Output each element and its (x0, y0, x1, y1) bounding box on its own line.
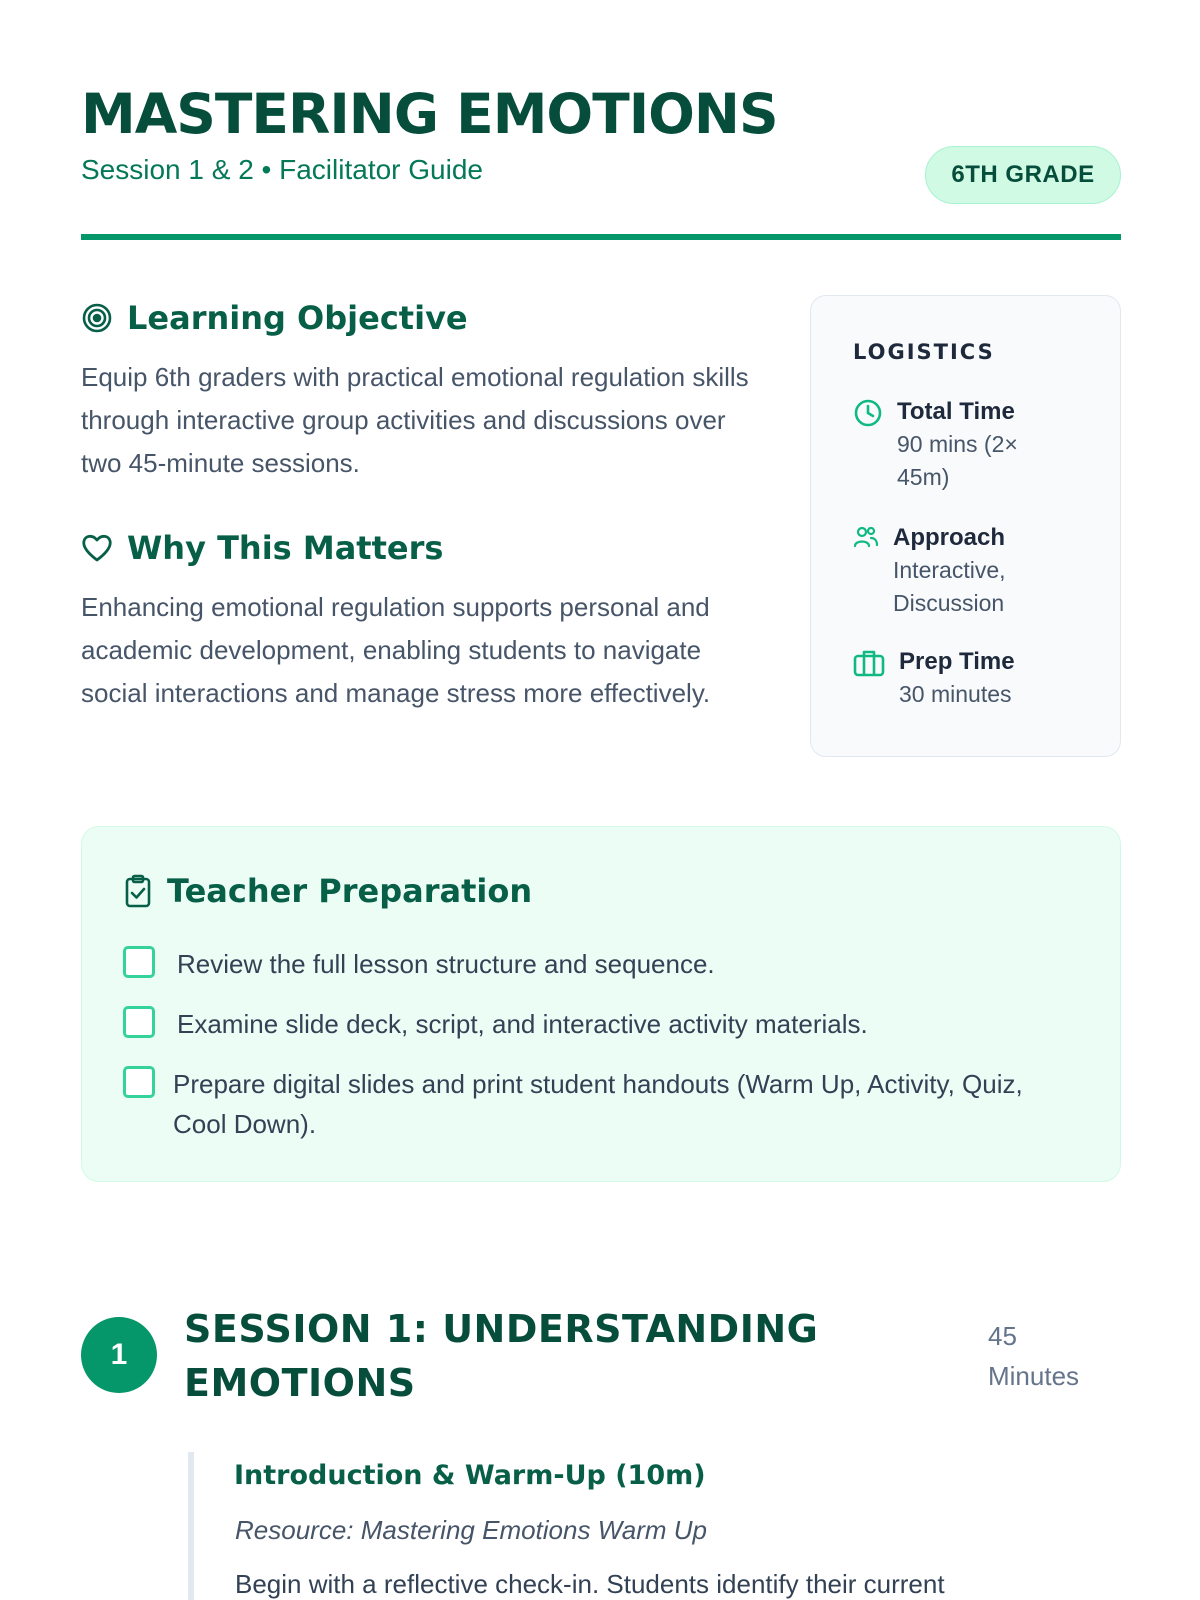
prep-checklist-item[interactable] (123, 944, 1037, 984)
target-icon (81, 302, 113, 334)
learning-objective-heading (81, 298, 468, 338)
logistics-item-approach (853, 522, 1063, 620)
segment-description: Begin with a reflective check-in. Students identify their current (235, 1569, 945, 1599)
logistics-card (810, 295, 1121, 757)
why-matters-text: Enhancing emotional regulation supports personal and academic development, enabling students to navigate social interactions and manage stress more effectively. (81, 592, 711, 708)
clock-icon (853, 398, 883, 428)
approach-value: Interactive, Discussion (893, 557, 1006, 616)
prep-checklist-item[interactable] (123, 1064, 1033, 1144)
prep-checkbox[interactable] (123, 1006, 155, 1038)
why-matters-title: Why This Matters (127, 529, 444, 567)
prep-checkbox[interactable] (123, 1066, 155, 1098)
total-time-value: 90 mins (2× 45m) (897, 431, 1018, 490)
segment-title: Introduction & Warm-Up (10m) (234, 1460, 706, 1491)
learning-objective-text: Equip 6th graders with practical emotional regulation skills through interactive group activities and discussions over two 45-minute sessions. (81, 362, 749, 478)
logistics-title: LOGISTICS (853, 340, 995, 364)
session-title: SESSION 1: UNDERSTANDING EMOTIONS (184, 1307, 819, 1405)
page-subtitle: Session 1 & 2 • Facilitator Guide (81, 154, 483, 185)
prep-time-label: Prep Time (899, 648, 1015, 675)
page-title: MASTERING EMOTIONS (81, 82, 778, 146)
session-number-badge: 1 (81, 1317, 157, 1393)
logistics-item-total-time (853, 396, 1067, 494)
segment-resource: Resource: Mastering Emotions Warm Up (235, 1515, 708, 1545)
users-icon (853, 524, 879, 550)
clipboard-check-icon (123, 874, 153, 908)
timeline-bar (188, 1452, 194, 1600)
why-matters-heading (81, 528, 443, 568)
teacher-preparation-title: Teacher Preparation (167, 872, 533, 910)
grade-badge: 6TH GRADE (925, 146, 1121, 204)
teacher-preparation-card (81, 826, 1121, 1182)
heart-icon (81, 533, 113, 563)
total-time-label: Total Time (897, 398, 1015, 425)
teacher-preparation-heading (123, 871, 532, 911)
prep-item-text: Review the full lesson structure and sequence. (177, 949, 715, 979)
prep-checklist-item[interactable] (123, 1004, 1037, 1044)
page-header (81, 82, 1121, 242)
learning-objective-title: Learning Objective (127, 299, 468, 337)
session-duration: 45 Minutes (988, 1321, 1080, 1391)
prep-checkbox[interactable] (123, 946, 155, 978)
prep-item-text: Examine slide deck, script, and interactive activity materials. (177, 1009, 868, 1039)
approach-label: Approach (893, 524, 1006, 551)
logistics-item-prep-time (853, 646, 1069, 711)
prep-time-value: 30 minutes (899, 681, 1012, 707)
prep-item-text: Prepare digital slides and print student handouts (Warm Up, Activity, Quiz, Cool Down). (173, 1069, 1023, 1139)
header-divider (81, 234, 1121, 240)
briefcase-icon (853, 648, 885, 678)
